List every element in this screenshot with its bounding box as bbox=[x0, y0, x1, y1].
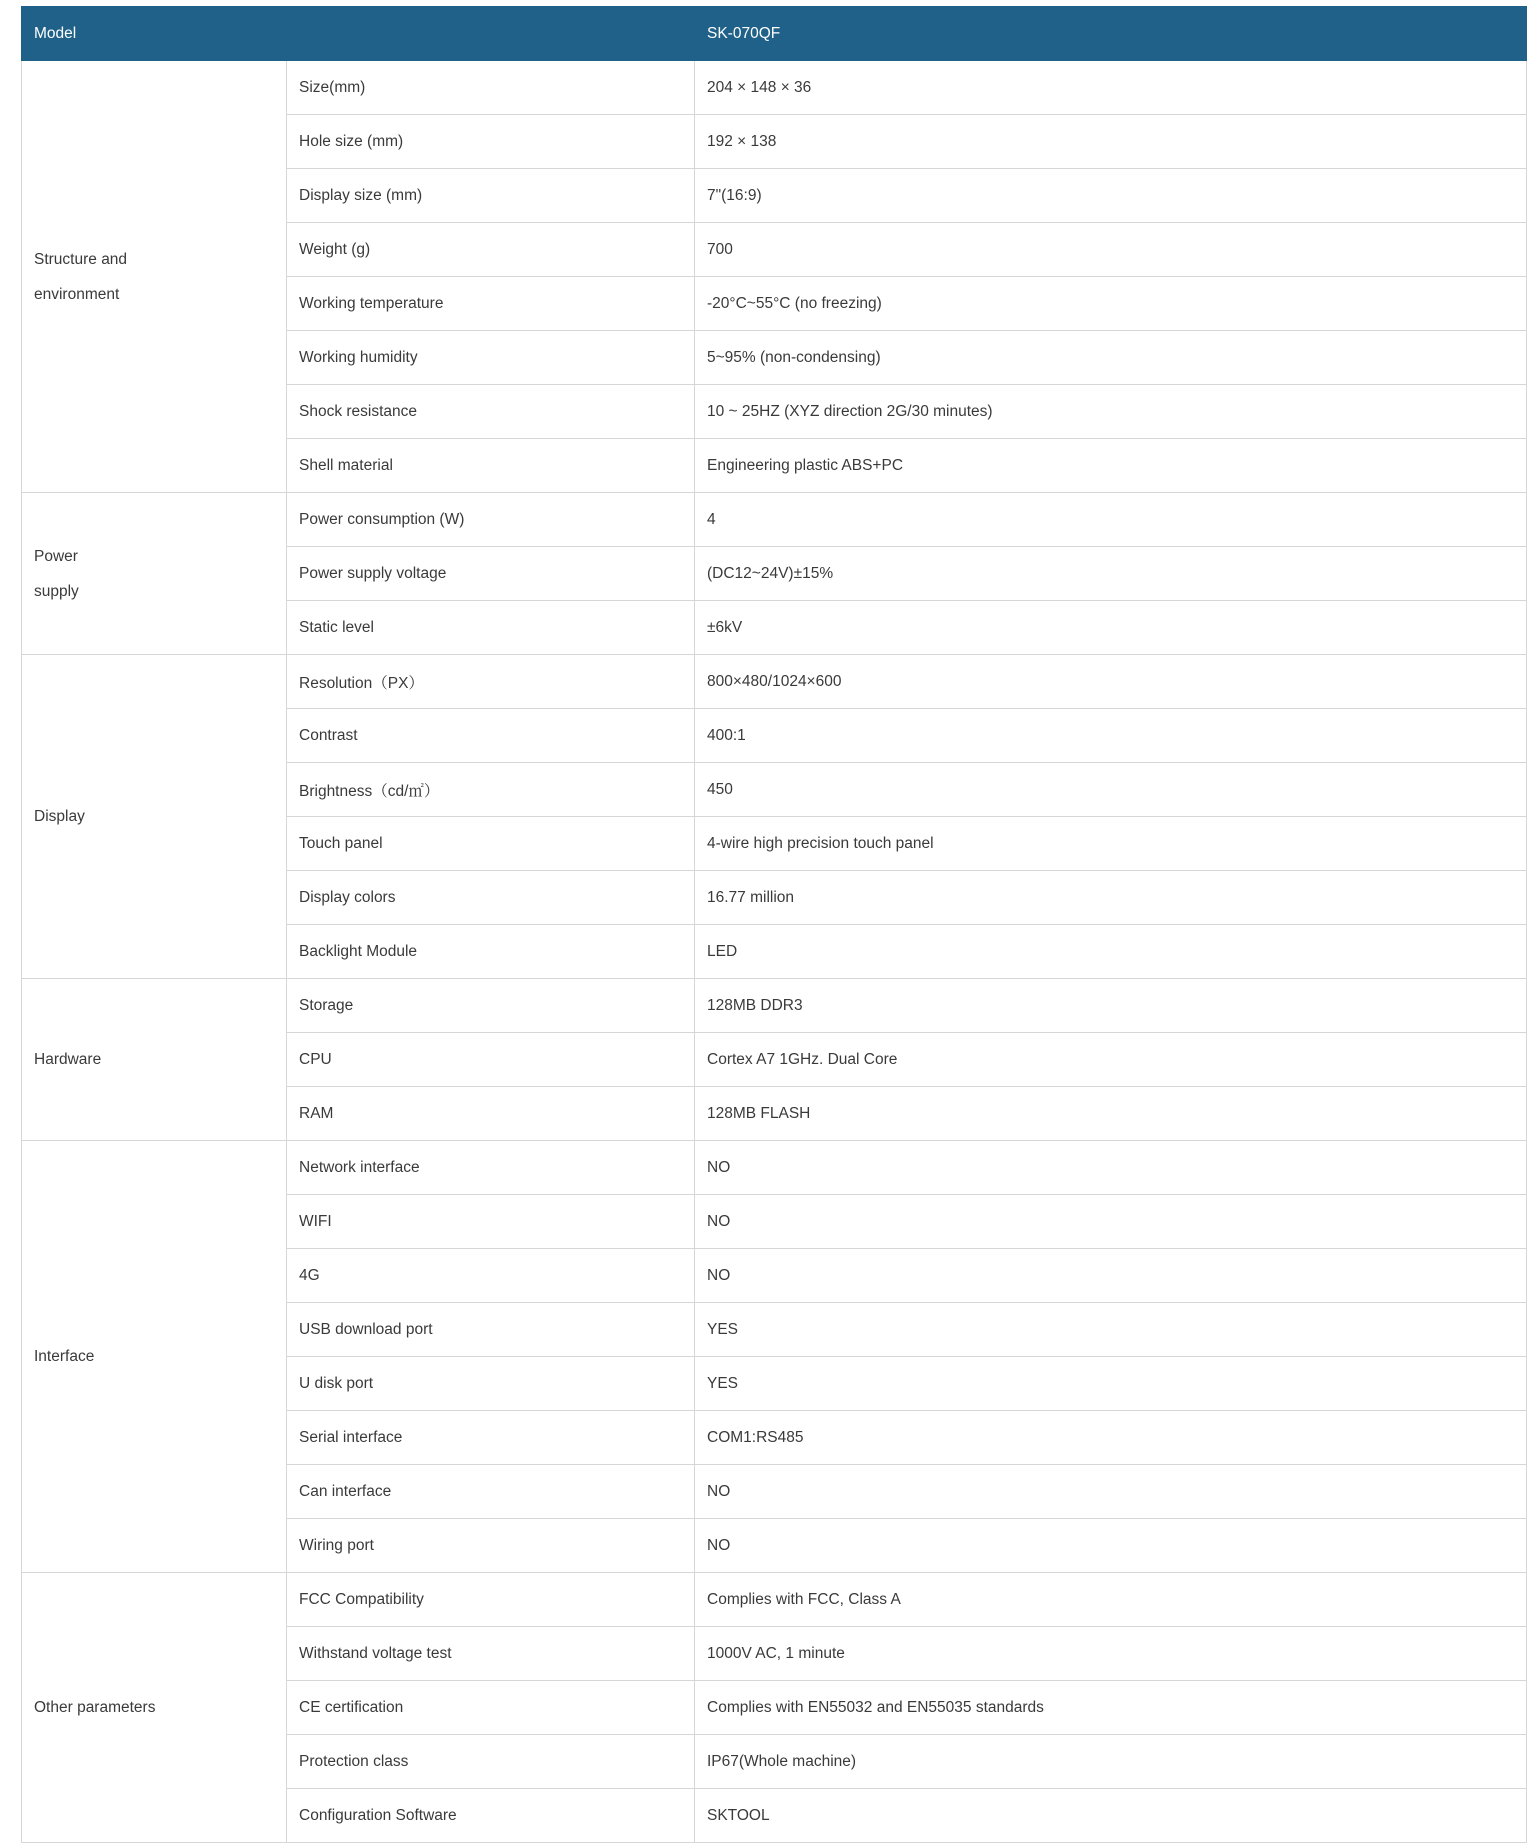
param-name: Working temperature bbox=[287, 277, 695, 331]
param-value: 800×480/1024×600 bbox=[695, 655, 1527, 709]
param-value: 16.77 million bbox=[695, 871, 1527, 925]
param-value: 128MB DDR3 bbox=[695, 979, 1527, 1033]
param-value: IP67(Whole machine) bbox=[695, 1735, 1527, 1789]
param-value: Engineering plastic ABS+PC bbox=[695, 439, 1527, 493]
param-value: 7"(16:9) bbox=[695, 169, 1527, 223]
table-row bbox=[22, 493, 1527, 547]
group-label: Power supply bbox=[34, 547, 79, 600]
param-value: 4-wire high precision touch panel bbox=[695, 817, 1527, 871]
param-name: Backlight Module bbox=[287, 925, 695, 979]
param-name: Shock resistance bbox=[287, 385, 695, 439]
param-name: Display size (mm) bbox=[287, 169, 695, 223]
param-value: NO bbox=[695, 1519, 1527, 1573]
param-name: Touch panel bbox=[287, 817, 695, 871]
param-name: Storage bbox=[287, 979, 695, 1033]
param-name: Static level bbox=[287, 601, 695, 655]
param-name: Power supply voltage bbox=[287, 547, 695, 601]
param-name: 4G bbox=[287, 1249, 695, 1303]
group-label: Display bbox=[34, 808, 85, 825]
group-cell-power-supply bbox=[22, 493, 287, 655]
param-value: Complies with EN55032 and EN55035 standards bbox=[695, 1681, 1527, 1735]
param-value: LED bbox=[695, 925, 1527, 979]
param-name: Withstand voltage test bbox=[287, 1627, 695, 1681]
param-name: FCC Compatibility bbox=[287, 1573, 695, 1627]
group-cell-other-parameters bbox=[22, 1573, 287, 1843]
group-cell-interface bbox=[22, 1141, 287, 1573]
param-value: Complies with FCC, Class A bbox=[695, 1573, 1527, 1627]
group-label: Structure and environment bbox=[34, 250, 128, 303]
param-value: NO bbox=[695, 1195, 1527, 1249]
param-name: Brightness（cd/㎡） bbox=[287, 763, 695, 817]
param-value: 450 bbox=[695, 763, 1527, 817]
param-name: Configuration Software bbox=[287, 1789, 695, 1843]
param-value: YES bbox=[695, 1303, 1527, 1357]
group-label: Interface bbox=[34, 1348, 95, 1365]
spec-body bbox=[22, 61, 1527, 1843]
param-value: 1000V AC, 1 minute bbox=[695, 1627, 1527, 1681]
param-value: NO bbox=[695, 1141, 1527, 1195]
param-name: Display colors bbox=[287, 871, 695, 925]
table-row bbox=[22, 1141, 1527, 1195]
table-row bbox=[22, 1573, 1527, 1627]
header-model-value: SK-070QF bbox=[695, 7, 1527, 61]
table-row bbox=[22, 979, 1527, 1033]
param-name: RAM bbox=[287, 1087, 695, 1141]
param-name: USB download port bbox=[287, 1303, 695, 1357]
param-value: COM1:RS485 bbox=[695, 1411, 1527, 1465]
param-value: 204 × 148 × 36 bbox=[695, 61, 1527, 115]
param-name: CE certification bbox=[287, 1681, 695, 1735]
param-name: CPU bbox=[287, 1033, 695, 1087]
param-name: Serial interface bbox=[287, 1411, 695, 1465]
param-value: -20°C~55°C (no freezing) bbox=[695, 277, 1527, 331]
param-name: Can interface bbox=[287, 1465, 695, 1519]
param-name: Shell material bbox=[287, 439, 695, 493]
param-value: NO bbox=[695, 1465, 1527, 1519]
param-value: NO bbox=[695, 1249, 1527, 1303]
param-name: Size(mm) bbox=[287, 61, 695, 115]
param-value: SKTOOL bbox=[695, 1789, 1527, 1843]
header-row bbox=[22, 7, 1527, 61]
group-cell-display bbox=[22, 655, 287, 979]
param-value: (DC12~24V)±15% bbox=[695, 547, 1527, 601]
param-name: Power consumption (W) bbox=[287, 493, 695, 547]
param-value: 4 bbox=[695, 493, 1527, 547]
param-value: 128MB FLASH bbox=[695, 1087, 1527, 1141]
param-name: Resolution（PX） bbox=[287, 655, 695, 709]
param-value: 10 ~ 25HZ (XYZ direction 2G/30 minutes) bbox=[695, 385, 1527, 439]
param-name: Hole size (mm) bbox=[287, 115, 695, 169]
param-value: 5~95% (non-condensing) bbox=[695, 331, 1527, 385]
group-label: Hardware bbox=[34, 1051, 102, 1068]
param-name: WIFI bbox=[287, 1195, 695, 1249]
param-name: U disk port bbox=[287, 1357, 695, 1411]
param-value: YES bbox=[695, 1357, 1527, 1411]
table-row bbox=[22, 655, 1527, 709]
param-name: Weight (g) bbox=[287, 223, 695, 277]
param-name: Working humidity bbox=[287, 331, 695, 385]
group-cell-structure-and-environment bbox=[22, 61, 287, 493]
group-label: Other parameters bbox=[34, 1699, 156, 1716]
spec-table bbox=[21, 6, 1527, 1843]
param-name: Network interface bbox=[287, 1141, 695, 1195]
param-value: 700 bbox=[695, 223, 1527, 277]
table-row bbox=[22, 61, 1527, 115]
header-model-label: Model bbox=[22, 7, 695, 61]
param-value: 400:1 bbox=[695, 709, 1527, 763]
param-value: ±6kV bbox=[695, 601, 1527, 655]
param-value: 192 × 138 bbox=[695, 115, 1527, 169]
group-cell-hardware bbox=[22, 979, 287, 1141]
param-name: Protection class bbox=[287, 1735, 695, 1789]
param-name: Contrast bbox=[287, 709, 695, 763]
param-name: Wiring port bbox=[287, 1519, 695, 1573]
param-value: Cortex A7 1GHz. Dual Core bbox=[695, 1033, 1527, 1087]
